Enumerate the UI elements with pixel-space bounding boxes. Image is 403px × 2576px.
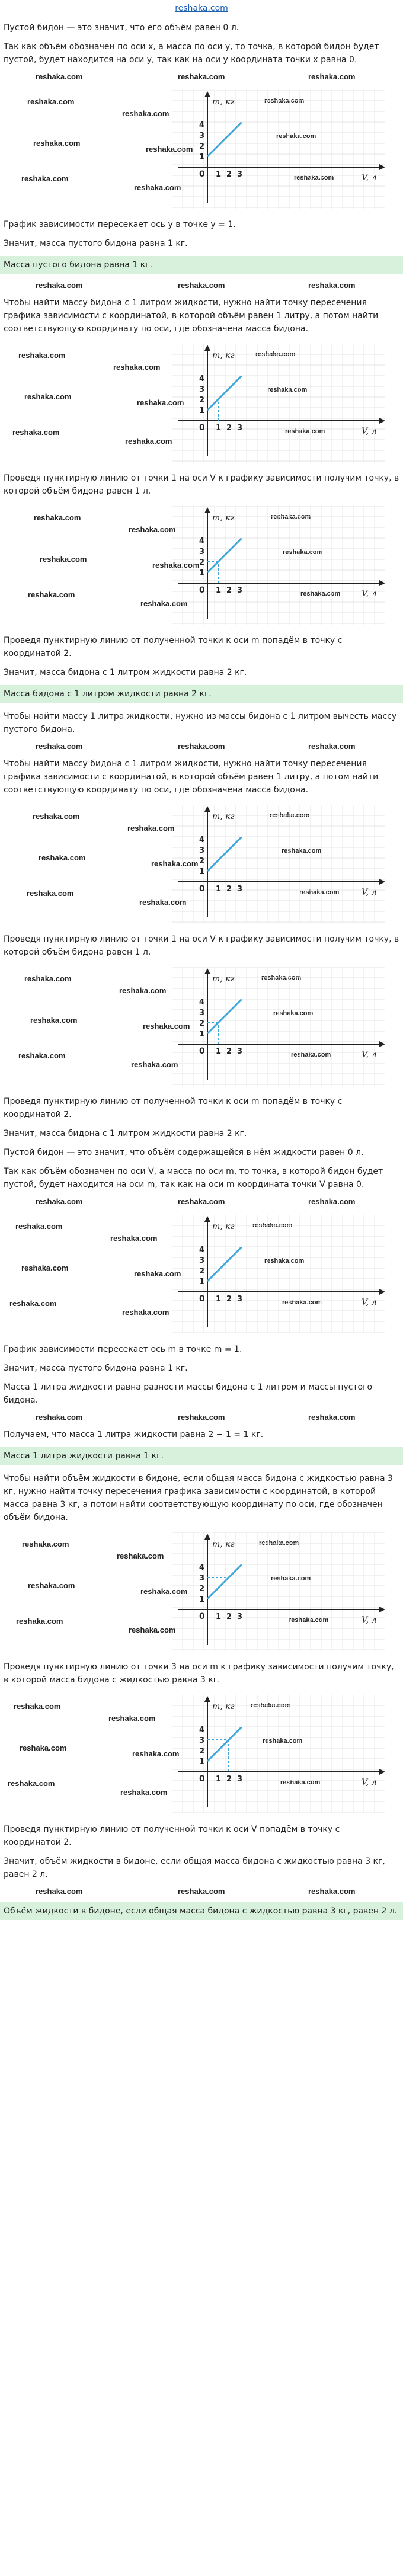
paragraph: Проведя пунктирную линию от полученной точки к оси m попадём в точку с координатой 2. (4, 1097, 343, 1119)
paragraph: Пустой бидон — это значит, что объём содержащейся в нём жидкости равен 0 л. (4, 1148, 364, 1157)
watermark-text: reshaka.com (127, 824, 175, 833)
paragraph: Чтобы найти массу 1 литра жидкости, нужно из массы бидона с 1 литром вычесть массу пустого бидона. (4, 712, 397, 734)
watermark-text: reshaka.com (16, 1617, 63, 1625)
y-tick-label: 4 (199, 1246, 205, 1255)
y-tick-label: 1 (199, 1278, 205, 1287)
paragraph: Проведя пунктирную линию от полученной точки к оси m попадём в точку с координатой 2. (4, 636, 343, 658)
y-tick-label: 1 (199, 1595, 205, 1604)
watermark-text: reshaka.com (285, 428, 325, 435)
x-tick-label: 3 (237, 1775, 243, 1784)
y-tick-label: 3 (199, 846, 205, 855)
watermark-text: reshaka.com (24, 392, 72, 401)
x-tick-label: 2 (226, 1047, 232, 1056)
y-tick-label: 2 (199, 558, 205, 567)
x-tick-label: 2 (226, 1295, 232, 1304)
watermark-text: reshaka.com (28, 590, 75, 599)
x-axis-label: V, л (362, 888, 377, 897)
y-tick-label: 3 (199, 1009, 205, 1017)
origin-label: 0 (199, 884, 205, 894)
watermark-text: reshaka.com (252, 1222, 293, 1229)
paragraph: Проведя пунктирную линию от полученной точки к оси V попадём в точку с координатой 2. (4, 1825, 340, 1847)
watermark-text: reshaka.com (122, 1308, 169, 1317)
watermark-text: reshaka.com (308, 742, 356, 751)
paragraph: Чтобы найти массу бидона с 1 литром жидкости, нужно найти точку пересечения графика зависимости с координатой, в которой объём равен 1 литру, а потом найти соответствующую координату по оси, где обозначена масса бидона. (4, 298, 379, 334)
watermark-text: reshaka.com (264, 1257, 305, 1265)
watermark-text: reshaka.com (294, 174, 334, 181)
watermark-text: reshaka.com (276, 133, 316, 140)
watermark-text: reshaka.com (178, 1887, 225, 1896)
dependency-line (207, 376, 242, 410)
x-axis-label: V, л (362, 589, 377, 599)
paragraph: Чтобы найти массу бидона с 1 литром жидкости, нужно найти точку пересечения графика зависимости с координатой, в которой объём равен 1 литру, а потом найти соответствующую координату по оси, где обозначена масса бидона. (4, 759, 379, 795)
origin-label: 0 (199, 169, 205, 179)
paragraph: Пустой бидон — это значит, что его объём равен 0 л. (4, 23, 239, 33)
watermark-text: reshaka.com (36, 1197, 83, 1206)
paragraph: Проведя пунктирную линию от точки 3 на оси m к графику зависимости получим точку, в которой масса бидона с жидкостью равна 3 кг. (4, 1662, 394, 1685)
watermark-text: reshaka.com (259, 1540, 299, 1547)
answer-highlight: Масса пустого бидона равна 1 кг. (0, 256, 403, 274)
y-tick-label: 1 (199, 153, 205, 162)
x-tick-label: 3 (237, 1612, 243, 1621)
watermark-row (0, 1884, 403, 1900)
y-tick-label: 3 (199, 548, 205, 556)
watermark-text: reshaka.com (18, 351, 66, 360)
y-tick-label: 1 (199, 868, 205, 876)
watermark-text: reshaka.com (8, 1779, 55, 1788)
graph-block (0, 1210, 403, 1340)
paragraph: Значит, масса пустого бидона равна 1 кг. (4, 239, 188, 248)
watermark-text: reshaka.com (122, 109, 169, 118)
y-axis-label: m, кг (212, 1540, 235, 1549)
watermark-row (0, 1410, 403, 1426)
watermark-text: reshaka.com (28, 1581, 75, 1590)
graph-block (0, 1690, 403, 1820)
y-axis-label: m, кг (212, 97, 235, 107)
x-tick-label: 1 (216, 1612, 222, 1621)
paragraph: Получаем, что масса 1 литра жидкости равна 2 − 1 = 1 кг. (4, 1430, 264, 1439)
watermark-text: reshaka.com (251, 1702, 291, 1709)
watermark-text: reshaka.com (178, 742, 225, 751)
y-axis-arrow-icon (204, 507, 210, 513)
x-tick-label: 3 (237, 1047, 243, 1056)
paragraph: Значит, масса бидона с 1 литром жидкости равна 2 кг. (4, 1129, 247, 1138)
watermark-row (0, 279, 403, 294)
x-tick-label: 3 (237, 885, 243, 894)
watermark-text: reshaka.com (12, 428, 60, 437)
y-tick-label: 1 (199, 1758, 205, 1767)
y-tick-label: 2 (199, 857, 205, 866)
watermark-text: reshaka.com (271, 513, 311, 520)
graph-block (0, 962, 403, 1093)
watermark-text: reshaka.com (14, 1702, 61, 1711)
x-tick-label: 1 (216, 885, 222, 894)
watermark-text: reshaka.com (151, 859, 199, 868)
watermark-text: reshaka.com (263, 1737, 303, 1745)
watermark-text: reshaka.com (178, 1197, 225, 1206)
watermark-text: reshaka.com (117, 1551, 164, 1560)
paragraph: Значит, объём жидкости в бидоне, если общая масса бидона с жидкостью равна 3 кг, равен 2 л. (4, 1857, 385, 1879)
watermark-text: reshaka.com (299, 889, 340, 896)
y-tick-label: 4 (199, 375, 205, 383)
y-axis-arrow-icon (204, 968, 210, 974)
watermark-text: reshaka.com (146, 145, 193, 153)
x-axis-label: V, л (362, 1778, 377, 1787)
y-tick-label: 3 (199, 1736, 205, 1745)
paragraph: Значит, масса пустого бидона равна 1 кг. (4, 1364, 188, 1373)
watermark-text: reshaka.com (271, 1575, 311, 1582)
mass-volume-graph (172, 1532, 385, 1651)
watermark-text: reshaka.com (39, 853, 86, 862)
y-axis-arrow-icon (204, 1696, 210, 1702)
watermark-text: reshaka.com (143, 1022, 190, 1031)
mass-volume-graph (172, 506, 385, 625)
watermark-text: reshaka.com (300, 590, 341, 597)
watermark-text: reshaka.com (36, 281, 83, 290)
paragraph: Масса 1 литра жидкости равна разности массы бидона с 1 литром и массы пустого бидона. (4, 1383, 373, 1405)
y-axis-label: m, кг (212, 351, 235, 360)
graph-block (0, 800, 403, 930)
y-tick-label: 4 (199, 537, 205, 546)
y-axis-arrow-icon (204, 806, 210, 812)
dependency-line (207, 837, 242, 871)
watermark-row (0, 70, 403, 85)
watermark-text: reshaka.com (178, 1413, 225, 1422)
watermark-text: reshaka.com (308, 281, 356, 290)
paragraph: Так как объём обозначен по оси x, а масса по оси y, то точка, в которой бидон будет пустой, будет находится на оси y, так как на оси y координата точки x равна 0. (4, 42, 379, 65)
dependency-line (207, 538, 242, 572)
watermark-text: reshaka.com (40, 555, 87, 564)
watermark-text: reshaka.com (255, 351, 296, 358)
watermark-text: reshaka.com (140, 599, 188, 608)
origin-label: 0 (199, 1774, 205, 1784)
x-axis-label: V, л (362, 1050, 377, 1060)
y-tick-label: 2 (199, 1747, 205, 1756)
watermark-text: reshaka.com (120, 1788, 168, 1797)
x-tick-label: 2 (226, 586, 232, 595)
dependency-line (207, 1727, 242, 1761)
watermark-text: reshaka.com (119, 986, 167, 995)
dependency-line (207, 1247, 242, 1281)
watermark-text: reshaka.com (22, 1540, 69, 1548)
watermark-text: reshaka.com (113, 363, 161, 372)
paragraph: График зависимости пересекает ось m в точке m = 1. (4, 1345, 242, 1354)
origin-label: 0 (199, 585, 205, 595)
x-tick-label: 2 (226, 1775, 232, 1784)
site-link[interactable]: reshaka.com (175, 4, 228, 13)
y-axis-arrow-icon (204, 345, 210, 351)
origin-label: 0 (199, 1047, 205, 1056)
mass-volume-graph (172, 1695, 385, 1813)
watermark-text: reshaka.com (36, 72, 83, 81)
mass-volume-graph (172, 805, 385, 923)
watermark-text: reshaka.com (291, 1051, 331, 1058)
x-tick-label: 3 (237, 170, 243, 179)
y-tick-label: 4 (199, 998, 205, 1007)
x-tick-label: 1 (216, 1295, 222, 1304)
watermark-text: reshaka.com (30, 1016, 78, 1025)
y-tick-label: 1 (199, 407, 205, 415)
watermark-text: reshaka.com (132, 1749, 180, 1758)
watermark-text: reshaka.com (129, 525, 176, 534)
graph-block (0, 501, 403, 632)
y-tick-label: 3 (199, 1256, 205, 1265)
graph-block (0, 85, 403, 216)
watermark-text: reshaka.com (282, 847, 322, 855)
watermark-text: reshaka.com (273, 1010, 314, 1017)
watermark-text: reshaka.com (131, 1060, 178, 1069)
x-tick-label: 1 (216, 586, 222, 595)
y-tick-label: 2 (199, 142, 205, 151)
watermark-text: reshaka.com (282, 1299, 322, 1306)
y-tick-label: 3 (199, 132, 205, 140)
watermark-text: reshaka.com (270, 812, 310, 819)
paragraph: Проведя пунктирную линию от точки 1 на оси V к графику зависимости получим точку, в которой объём бидона равен 1 л. (4, 935, 399, 957)
x-tick-label: 3 (237, 424, 243, 433)
watermark-text: reshaka.com (308, 1413, 356, 1422)
origin-label: 0 (199, 1294, 205, 1304)
y-axis-arrow-icon (204, 91, 210, 97)
y-tick-label: 3 (199, 385, 205, 394)
origin-label: 0 (199, 423, 205, 433)
y-tick-label: 4 (199, 1726, 205, 1735)
watermark-text: reshaka.com (36, 1413, 83, 1422)
x-axis-label: V, л (362, 1298, 377, 1307)
graph-block (0, 339, 403, 469)
y-tick-label: 2 (199, 1019, 205, 1028)
origin-label: 0 (199, 1612, 205, 1621)
dependency-line (207, 1564, 242, 1599)
x-axis-label: V, л (362, 173, 377, 183)
paragraph: График зависимости пересекает ось y в точке y = 1. (4, 220, 236, 229)
watermark-text: reshaka.com (18, 1051, 66, 1060)
watermark-text: reshaka.com (36, 1887, 83, 1896)
paragraph: Значит, масса бидона с 1 литром жидкости равна 2 кг. (4, 668, 247, 677)
watermark-text: reshaka.com (21, 174, 69, 183)
y-tick-label: 4 (199, 836, 205, 844)
watermark-text: reshaka.com (134, 1269, 181, 1278)
mass-volume-graph (172, 967, 385, 1086)
mass-volume-graph (172, 344, 385, 462)
watermark-text: reshaka.com (139, 898, 187, 907)
watermark-text: reshaka.com (9, 1299, 57, 1308)
x-tick-label: 1 (216, 170, 222, 179)
y-tick-label: 1 (199, 1030, 205, 1039)
watermark-text: reshaka.com (27, 889, 74, 898)
watermark-text: reshaka.com (36, 742, 83, 751)
watermark-text: reshaka.com (137, 398, 184, 407)
x-tick-label: 1 (216, 1775, 222, 1784)
graph-block (0, 1528, 403, 1658)
watermark-row (0, 740, 403, 755)
y-axis-arrow-icon (204, 1534, 210, 1540)
y-tick-label: 2 (199, 396, 205, 405)
mass-volume-graph (172, 1215, 385, 1333)
watermark-text: reshaka.com (33, 812, 80, 821)
x-tick-label: 2 (226, 424, 232, 433)
x-tick-label: 1 (216, 1047, 222, 1056)
solution-content (0, 19, 403, 1920)
paragraph: Так как объём обозначен по оси V, а масса по оси m, то точка, в которой бидон будет пустой, будет находится на оси m, так как на оси m координата точки V равна 0. (4, 1167, 383, 1189)
y-axis-arrow-icon (204, 1216, 210, 1222)
y-tick-label: 1 (199, 569, 205, 578)
watermark-text: reshaka.com (283, 549, 323, 556)
y-tick-label: 4 (199, 121, 205, 130)
watermark-text: reshaka.com (178, 72, 225, 81)
watermark-text: reshaka.com (308, 1197, 356, 1206)
paragraph: Чтобы найти объём жидкости в бидоне, если общая масса бидона с жидкостью равна 3 кг, нужно найти точку пересечения графика зависимости с координатой, в которой масса равна 3 кг, а потом найти соответствующую координату по оси, где обозначен объём бидона. (4, 1474, 393, 1522)
watermark-text: reshaka.com (261, 974, 302, 981)
watermark-text: reshaka.com (125, 437, 172, 446)
watermark-text: reshaka.com (110, 1234, 158, 1243)
watermark-text: reshaka.com (264, 97, 305, 104)
y-axis-label: m, кг (212, 513, 235, 523)
watermark-text: reshaka.com (34, 513, 81, 522)
answer-highlight: Масса 1 литра жидкости равна 1 кг. (0, 1447, 403, 1465)
y-axis-label: m, кг (212, 1702, 235, 1711)
x-axis-label: V, л (362, 427, 377, 436)
y-axis-label: m, кг (212, 1222, 235, 1231)
paragraph: Проведя пунктирную линию от точки 1 на оси V к графику зависимости получим точку, в которой объём бидона равен 1 л. (4, 473, 399, 496)
y-tick-label: 2 (199, 1267, 205, 1276)
x-tick-label: 1 (216, 424, 222, 433)
x-tick-label: 2 (226, 1612, 232, 1621)
watermark-text: reshaka.com (140, 1587, 188, 1596)
watermark-text: reshaka.com (178, 281, 225, 290)
answer-highlight: Объём жидкости в бидоне, если общая масса бидона с жидкостью равна 3 кг, равен 2 л. (0, 1902, 403, 1920)
watermark-text: reshaka.com (308, 1887, 356, 1896)
y-tick-label: 2 (199, 1585, 205, 1593)
watermark-text: reshaka.com (267, 386, 308, 393)
x-tick-label: 2 (226, 170, 232, 179)
watermark-text: reshaka.com (27, 97, 75, 106)
watermark-text: reshaka.com (21, 1263, 69, 1272)
watermark-text: reshaka.com (108, 1714, 156, 1723)
watermark-text: reshaka.com (308, 72, 356, 81)
watermark-text: reshaka.com (15, 1222, 63, 1231)
y-tick-label: 3 (199, 1574, 205, 1583)
dependency-line (207, 999, 242, 1033)
watermark-text: reshaka.com (134, 183, 181, 192)
y-axis-label: m, кг (212, 974, 235, 984)
watermark-text: reshaka.com (129, 1625, 176, 1634)
watermark-text: reshaka.com (280, 1779, 321, 1786)
answer-highlight: Масса бидона с 1 литром жидкости равна 2 кг. (0, 685, 403, 703)
watermark-text: reshaka.com (20, 1743, 67, 1752)
watermark-text: reshaka.com (152, 561, 200, 569)
x-axis-label: V, л (362, 1615, 377, 1625)
watermark-row (0, 1195, 403, 1210)
y-tick-label: 4 (199, 1563, 205, 1572)
y-axis-label: m, кг (212, 812, 235, 821)
dependency-line (207, 122, 242, 156)
mass-volume-graph (172, 90, 385, 209)
watermark-text: reshaka.com (33, 139, 81, 148)
watermark-text: reshaka.com (24, 974, 72, 983)
watermark-text: reshaka.com (289, 1617, 329, 1624)
x-tick-label: 3 (237, 586, 243, 595)
x-tick-label: 2 (226, 885, 232, 894)
x-tick-label: 3 (237, 1295, 243, 1304)
